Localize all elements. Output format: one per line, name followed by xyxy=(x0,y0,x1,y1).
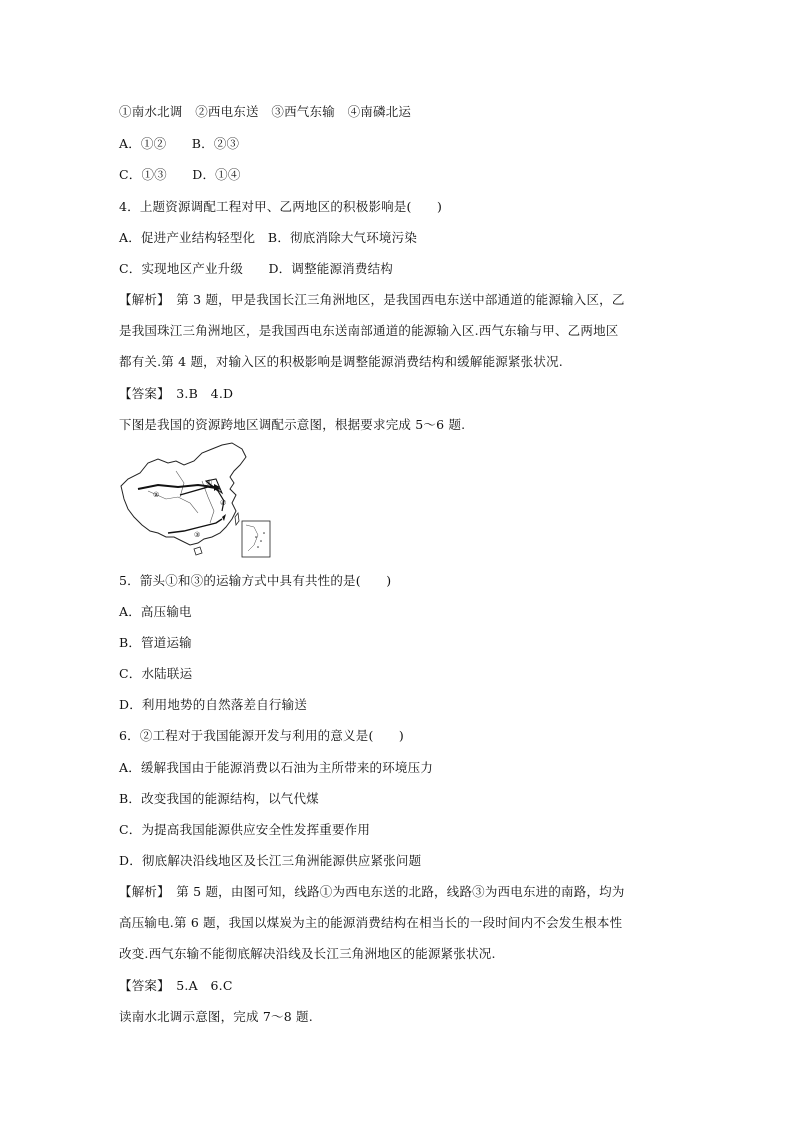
china-resource-map xyxy=(118,441,278,559)
map-label-1: ① xyxy=(206,479,213,487)
question-5-option-b: B．管道运输 xyxy=(119,635,192,650)
answer-3-4: 【答案】 3.B 4.D xyxy=(119,386,234,401)
question-5-option-a: A．高压输电 xyxy=(119,604,192,619)
question-3-choices-ab: A．①② B．②③ xyxy=(119,136,240,151)
map-label-2: ② xyxy=(153,491,160,499)
question-4-stem: 4．上题资源调配工程对甲、乙两地区的积极影响是( ) xyxy=(119,199,443,214)
analysis-3-4-line-1: 【解析】 第 3 题，甲是我国长江三角洲地区，是我国西电东送中部通道的能源输入区，乙 xyxy=(119,292,625,307)
question-6-option-a: A．缓解我国由于能源消费以石油为主所带来的环境压力 xyxy=(119,760,434,775)
question-6-stem: 6．②工程对于我国能源开发与利用的意义是( ) xyxy=(119,728,405,743)
map-label-3: ③ xyxy=(194,531,201,539)
map-label-4: ④ xyxy=(220,499,227,507)
question-3-choices-cd: C．①③ D．①④ xyxy=(119,167,241,182)
question-4-choices-ab: A．促进产业结构轻型化 B．彻底消除大气环境污染 xyxy=(119,230,418,245)
figure-intro: 下图是我国的资源跨地区调配示意图，根据要求完成 5～6 题. xyxy=(119,417,466,432)
south-china-sea-inset xyxy=(242,521,270,557)
question-4-choices-cd: C．实现地区产业升级 D．调整能源消费结构 xyxy=(119,261,393,276)
question-6-option-d: D．彻底解决沿线地区及长江三角洲能源供应紧张问题 xyxy=(119,853,422,868)
question-6-option-b: B．改变我国的能源结构，以气代煤 xyxy=(119,791,319,806)
analysis-3-4-line-2: 是我国珠江三角洲地区，是我国西电东送南部通道的能源输入区.西气东输与甲、乙两地区 xyxy=(119,323,619,338)
question-3-options-list: ①南水北调 ②西电东送 ③西气东输 ④南磷北运 xyxy=(119,104,412,119)
question-5-option-c: C．水陆联运 xyxy=(119,666,193,681)
question-6-option-c: C．为提高我国能源供应安全性发挥重要作用 xyxy=(119,822,371,837)
question-7-8-intro: 读南水北调示意图，完成 7～8 题. xyxy=(119,1009,313,1024)
question-5-stem: 5．箭头①和③的运输方式中具有共性的是( ) xyxy=(119,573,392,588)
analysis-3-4-line-3: 都有关.第 4 题，对输入区的积极影响是调整能源消费结构和缓解能源紧张状况. xyxy=(119,354,563,369)
analysis-5-6-line-2: 高压输电.第 6 题，我国以煤炭为主的能源消费结构在相当长的一段时间内不会发生根本性 xyxy=(119,915,623,930)
analysis-5-6-line-3: 改变.西气东输不能彻底解决沿线及长江三角洲地区的能源紧张状况. xyxy=(119,946,496,961)
answer-5-6: 【答案】 5.A 6.C xyxy=(119,978,233,993)
question-5-option-d: D．利用地势的自然落差自行输送 xyxy=(119,697,308,712)
analysis-5-6-line-1: 【解析】 第 5 题，由图可知，线路①为西电东送的北路，线路③为西电东进的南路，均为 xyxy=(119,884,625,899)
